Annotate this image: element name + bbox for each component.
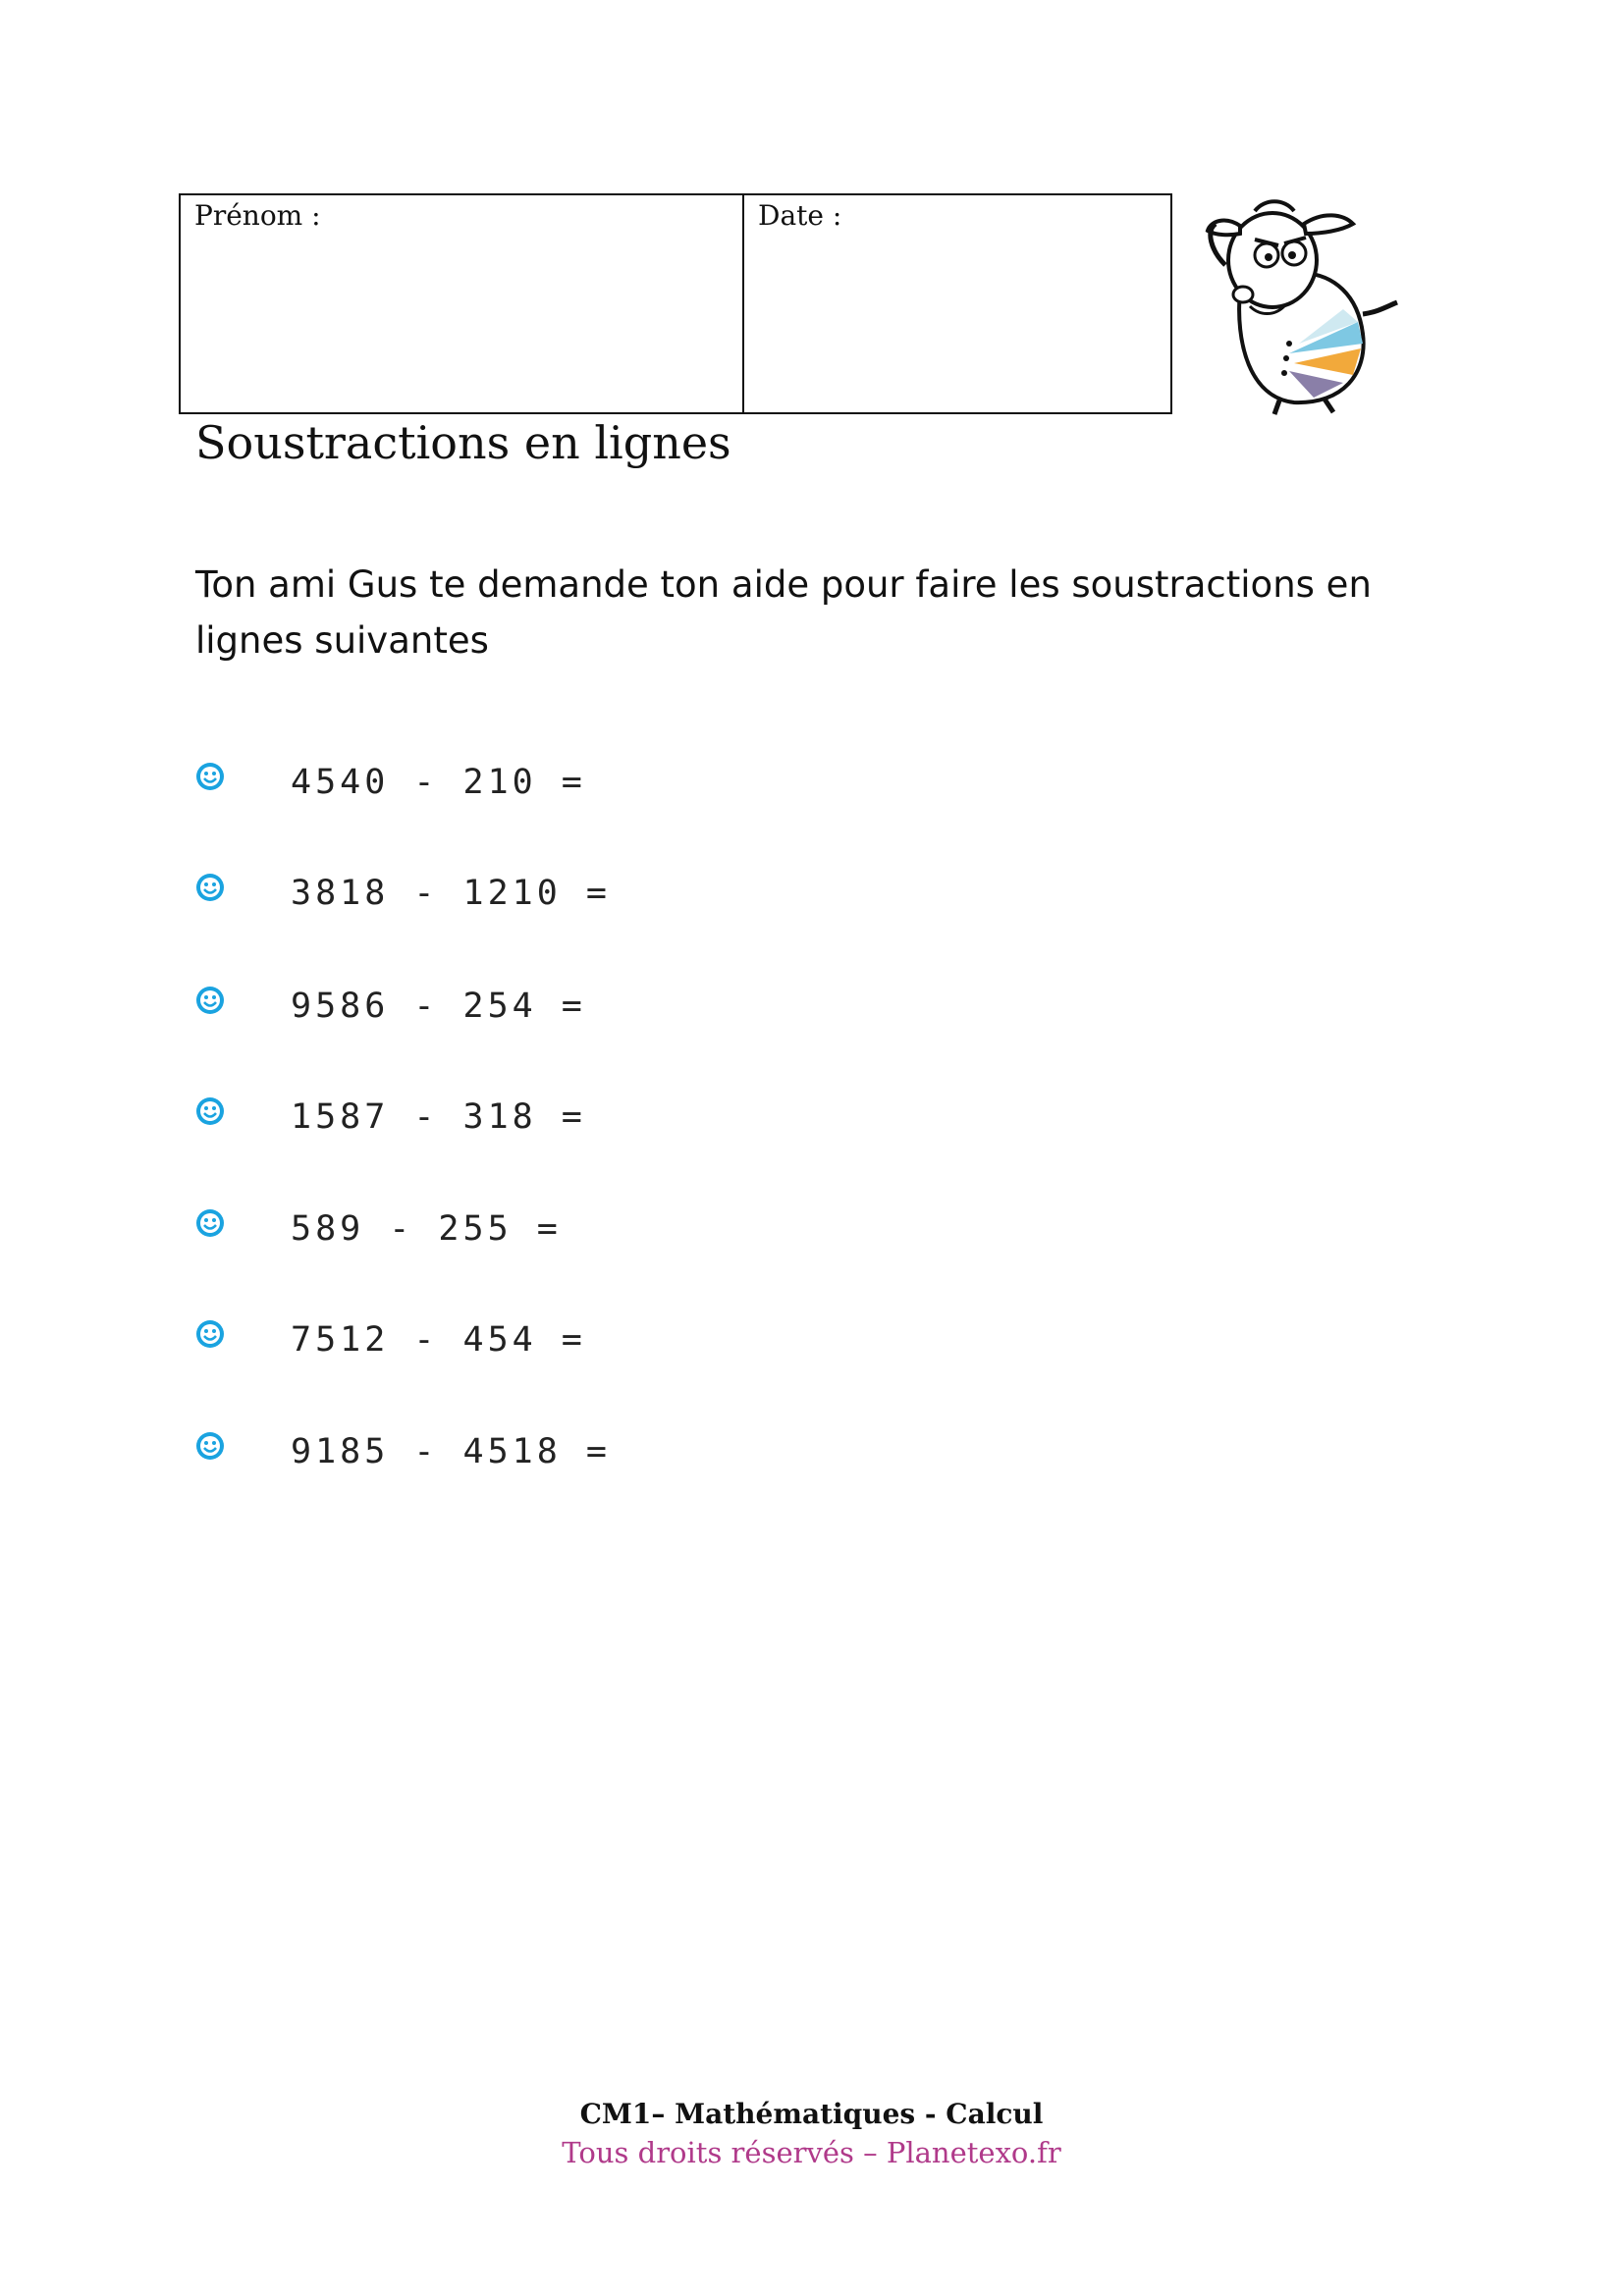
footer-copyright: Tous droits réservés – Planetexo.fr — [562, 2136, 1061, 2169]
sheep-mascot-icon — [1196, 196, 1412, 417]
smiley-icon — [194, 1430, 226, 1462]
smiley-icon — [194, 985, 226, 1016]
subtraction-equation: 4540 - 210 = — [291, 763, 586, 802]
page-footer — [0, 2098, 1623, 2169]
date-field[interactable] — [744, 195, 1170, 412]
subtraction-equation: 589 - 255 = — [291, 1209, 562, 1249]
subtraction-equation: 9185 - 4518 = — [291, 1432, 611, 1471]
exercise-item — [194, 1093, 980, 1142]
exercise-item — [194, 1204, 980, 1254]
subtraction-equation: 7512 - 454 = — [291, 1320, 586, 1360]
prenom-label: Prénom : — [194, 199, 321, 232]
exercise-item — [194, 1315, 980, 1364]
name-date-box — [179, 193, 1172, 414]
smiley-icon — [194, 1095, 226, 1127]
exercise-item — [194, 982, 980, 1031]
smiley-icon — [194, 872, 226, 903]
prenom-field[interactable] — [181, 195, 744, 412]
page-title: Soustractions en lignes — [195, 416, 731, 469]
date-label: Date : — [758, 199, 842, 232]
instructions-text: Ton ami Gus te demande ton aide pour faire les soustractions en lignes suivantes — [195, 563, 1372, 662]
subtraction-equation: 1587 - 318 = — [291, 1097, 586, 1137]
exercise-item — [194, 869, 980, 918]
subtraction-equation: 3818 - 1210 = — [291, 874, 611, 913]
exercise-item — [194, 758, 980, 807]
subtraction-equation: 9586 - 254 = — [291, 987, 586, 1026]
exercise-item — [194, 1427, 980, 1476]
smiley-icon — [194, 1207, 226, 1239]
smiley-icon — [194, 1318, 226, 1350]
smiley-icon — [194, 761, 226, 792]
footer-title: CM1– Mathématiques - Calcul — [579, 2098, 1044, 2130]
